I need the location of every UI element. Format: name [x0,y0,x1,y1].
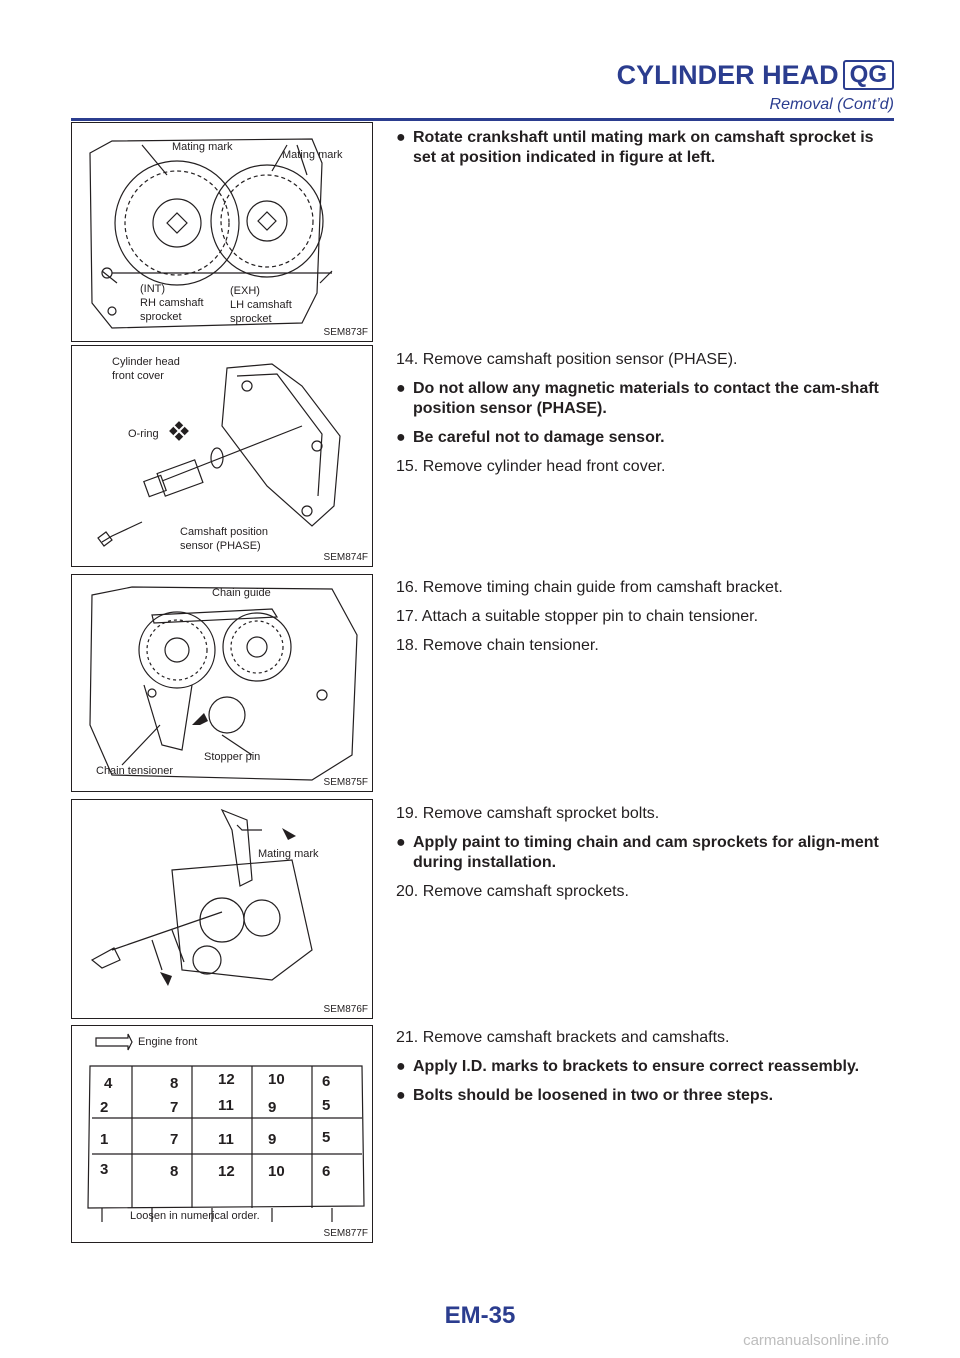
label-int: (INT) [140,283,166,295]
label-engine-front: Engine front [138,1036,198,1048]
bullet-text: Bolts should be loosened in two or three steps. [413,1087,774,1104]
step-17: 17. Attach a suitable stopper pin to chain tensioner. [396,608,759,625]
figure-sem876f [71,799,373,1019]
section-camshaft-sensor [396,350,896,486]
bolt-number: 4 [104,1075,113,1092]
bullet-text: Be careful not to damage sensor. [413,429,665,446]
bullet-no-magnetic [396,379,896,419]
bolt-number: 7 [170,1099,179,1116]
bolt-number: 10 [268,1071,285,1088]
bullet-apply-paint [396,833,896,873]
bullet-id-marks [396,1057,896,1077]
label-cylinder-head: Cylinder head [112,356,180,368]
label-exh: (EXH) [230,285,260,297]
bullet-icon: ● [396,380,406,397]
label-chain-guide: Chain guide [212,587,271,599]
bolt-number: 5 [322,1097,331,1114]
section-title: CYLINDER HEAD [616,60,839,90]
label-stopper-pin: Stopper pin [204,751,261,763]
bolt-number: 10 [268,1163,285,1180]
bullet-text: Apply paint to timing chain and cam sprockets for align-ment during installation. [413,834,879,871]
bullet-careful-sensor [396,428,896,448]
figure-code: SEM876F [323,1004,368,1015]
step-14: 14. Remove camshaft position sensor (PHASE). [396,351,738,368]
watermark: carmanualsonline.info [743,1332,889,1349]
bullet-icon: ● [396,834,406,851]
bullet-icon: ● [396,429,406,446]
bullet-icon: ● [396,1058,406,1075]
figure-sem877f [71,1025,373,1243]
figure-code: SEM874F [323,552,368,563]
section-chain-tensioner [396,578,896,665]
label-loosen-order: Loosen in numerical order. [130,1210,260,1222]
section-camshaft-brackets [396,1028,896,1115]
bolt-number: 12 [218,1071,235,1088]
label-sensor-phase: sensor (PHASE) [180,540,261,552]
bolt-number: 8 [170,1163,179,1180]
bullet-text: Rotate crankshaft until mating mark on camshaft sprocket is set at position indicated in figure at left. [413,129,874,166]
figure-sem875f [71,574,373,792]
bolt-number: 11 [218,1097,234,1114]
engine-badge: QG [843,60,894,90]
label-mating-mark-left: Mating mark [172,141,233,153]
bolt-number: 9 [268,1131,277,1148]
step-19: 19. Remove camshaft sprocket bolts. [396,805,660,822]
page-number: EM-35 [444,1302,516,1329]
bolt-number: 6 [322,1073,331,1090]
bolt-number: 8 [170,1075,179,1092]
label-mating-mark: Mating mark [258,848,319,860]
sprocket-bolts-illustration [72,800,372,1018]
label-chain-tensioner: Chain tensioner [96,765,174,777]
bullet-loosen-steps [396,1086,896,1106]
bolt-number: 1 [100,1131,109,1148]
section-sprocket-bolts [396,804,896,911]
page-title [617,60,894,90]
label-front-cover: front cover [112,370,164,382]
bullet-rotate-crankshaft [396,128,896,168]
figure-code: SEM877F [323,1228,368,1239]
section-mating-mark [396,128,896,177]
label-lh-camshaft: LH camshaft [230,299,292,311]
figure-sem873f [71,122,373,342]
label-camshaft-position: Camshaft position [180,526,269,538]
label-lh-sprocket: sprocket [230,313,272,325]
bolt-numbers [100,1071,330,1180]
figure-sem874f [71,345,373,567]
bullet-icon: ● [396,1087,406,1104]
step-20: 20. Remove camshaft sprockets. [396,883,629,900]
bolt-number: 12 [218,1163,235,1180]
bolt-number: 5 [322,1129,331,1146]
bullet-icon: ● [396,129,406,146]
bullet-text: Do not allow any magnetic materials to contact the cam-shaft position sensor (PHASE). [413,380,879,417]
step-21: 21. Remove camshaft brackets and camshafts. [396,1029,730,1046]
bolt-number: 6 [322,1163,331,1180]
bolt-number: 3 [100,1161,109,1178]
step-16: 16. Remove timing chain guide from camshaft bracket. [396,579,783,596]
step-18: 18. Remove chain tensioner. [396,637,599,654]
label-rh-camshaft: RH camshaft [140,297,204,309]
header-rule [71,118,894,121]
figure-code: SEM873F [323,327,368,338]
page-subtitle: Removal (Cont’d) [769,96,894,113]
step-15: 15. Remove cylinder head front cover. [396,458,666,475]
bolt-number: 7 [170,1131,179,1148]
bolt-number: 2 [100,1099,109,1116]
figure-code: SEM875F [323,777,368,788]
label-o-ring: O-ring [128,428,159,440]
bolt-number: 9 [268,1099,277,1116]
bolt-number: 11 [218,1131,234,1148]
label-rh-sprocket: sprocket [140,311,182,323]
label-mating-mark-right: Mating mark [282,149,343,161]
bullet-text: Apply I.D. marks to brackets to ensure correct reassembly. [413,1058,860,1075]
